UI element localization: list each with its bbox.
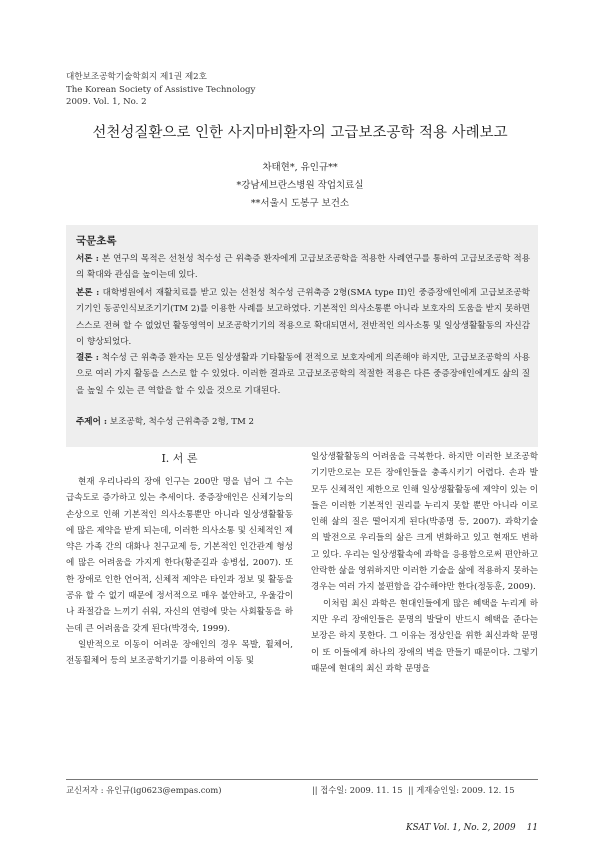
left-column xyxy=(66,449,293,670)
author-names: 차태현*, 유인규** xyxy=(262,162,338,173)
section-title: I. 서 론 xyxy=(161,452,198,465)
left-paragraph-1: 현재 우리나라의 장애 인구는 200만 명을 넘어 그 수는 급속도로 증가하고 있는 추세이다. 중증장애인은 신체기능의 손상으로 인해 기본적인 의사소통뿐만 아니라 일상생활활동에 많은 제약을 받게 되는데, 이러한 의사소통 및 신체적인 제약은 가족 간의 대화나 친구교제 등, 기본적인 인간관계 형성에 많은 어려움을 가지게 한다(황준길과 송병섭, 2007). 또한 장애로 인한 언어적, 신체적 제약은 타인과 정보 및 활동을 공유 할 수 없기 때문에 정서적으로 매우 불안하고, 우울감이나 좌절감을 느끼기 쉬워, 자신의 연령에 맞는 사회활동을 하는데 큰 어려움을 갖게 된다(박경숙, 1999). xyxy=(66,477,293,634)
keywords-label: 주제어 : xyxy=(76,417,108,427)
page-number: 11 xyxy=(526,823,538,833)
abstract-body-label: 본론 : xyxy=(76,288,100,298)
abstract-conclusion xyxy=(76,350,530,399)
abstract-intro-label: 서론 : xyxy=(76,254,99,264)
abstract-conclusion-label: 결론 : xyxy=(76,353,99,363)
footer-rule xyxy=(66,779,538,780)
right-column xyxy=(311,449,538,677)
journal-header xyxy=(66,71,255,109)
right-paragraph-1: 일상생활활동의 어려움을 극복한다. 하지만 이러한 보조공학기기만으로는 모든 장애인들을 충족시키기 어렵다. 손과 발 모두 신체적인 제한으로 인해 일상생활활동에 제약이 있는 이들은 이러한 기본적인 권리를 누리지 못할 뿐만 아니라 이로 인해 삶의 질은 떨어지게 된다(박종명 등, 2007). 과학기술의 발전으로 우리들의 삶은 크게 변화하고 있고 현재도 변하고 있다. 우리는 일상생활속에 과학을 응용함으로써 편안하고 안락한 삶을 영위하지만 이러한 기술을 삶에 적용하지 못하는 경우는 여러 가지 불편함을 감수해야만 한다(정동훈, 2009). xyxy=(311,452,538,593)
page-footer-label: KSAT Vol. 1, No. 2, 2009 xyxy=(406,823,516,833)
journal-korean-name: 대한보조공학기술학회지 제1권 제2호 xyxy=(66,72,207,82)
abstract-conclusion-text: 척수성 근 위축증 환자는 모든 일상생활과 기타활동에 전적으로 보호자에게 의존해야 하지만, 고급보조공학의 사용으로 여러 가지 활동을 스스로 할 수 있었다. 이러한 결과로 고급보조공학의 적절한 적용은 다른 중증장애인에게도 삶의 질을 높일 수 있는 큰 역할을 할 수 있을 것으로 기대된다. xyxy=(76,353,530,396)
journal-issue: 2009. Vol. 1, No. 2 xyxy=(66,97,147,107)
right-paragraph-2: 이처럼 최신 과학은 현대인들에게 많은 혜택을 누리게 하지만 우리 장애인들은 문명의 발달이 반드시 혜택을 준다는 보장은 하지 못한다. 그 이유는 정상인을 위한 최신과학 문명이 또 이들에게 하나의 장애의 벽을 만들기 때문이다. 그렇기 때문에 현대의 최신 과학 문명을 xyxy=(311,598,538,674)
keywords xyxy=(76,415,254,427)
abstract-heading: 국문초록 xyxy=(76,235,117,247)
affiliation-2: **서울시 도봉구 보건소 xyxy=(250,198,350,209)
journal-english-name: The Korean Society of Assistive Technology xyxy=(66,84,256,95)
abstract-body xyxy=(76,285,530,350)
abstract-body-text: 대학병원에서 재활치료를 받고 있는 선천성 척수성 근위축증 2형(SMA type II)인 중증장애인에게 고급보조공학 기기인 동공인식보조기기(TM 2)를 이용한 사례를 보고하였다. 기본적인 의사소통뿐 아니라 보호자의 도움을 받지 못하면 스스로 전혀 할 수 없었던 활동영역이 보조공학기기의 적용으로 확대되면서, 전반적인 의사소통 및 일상생활활동의 자신감이 향상되었다. xyxy=(76,288,530,347)
paper-title: 선천성질환으로 인한 사지마비환자의 고급보조공학 적용 사례보고 xyxy=(92,125,508,141)
author-block xyxy=(0,159,600,213)
received-date: || 접수일: 2009. 11. 15 xyxy=(312,785,403,795)
corresponding-author: 교신저자 : 유인규(ig0623@empas.com) xyxy=(66,785,222,795)
abstract-intro xyxy=(76,251,530,284)
page-footer xyxy=(406,823,538,833)
left-paragraph-2: 일반적으로 이동이 어려운 장애인의 경우 목발, 휠체어, 전동휠체어 등의 보조공학기기를 이용하여 이동 및 xyxy=(66,639,293,667)
abstract-intro-text: 본 연구의 목적은 선천성 척수성 근 위축증 환자에게 고급보조공학을 적용한 사례연구를 통하여 고급보조공학 적용의 확대와 관심을 높이는데 있다. xyxy=(76,254,530,281)
keywords-text: 보조공학, 척수성 근위축증 2형, TM 2 xyxy=(107,417,255,427)
accepted-date: || 게재승인일: 2009. 12. 15 xyxy=(408,785,515,795)
affiliation-1: *강남세브란스병원 작업치료실 xyxy=(236,180,364,191)
